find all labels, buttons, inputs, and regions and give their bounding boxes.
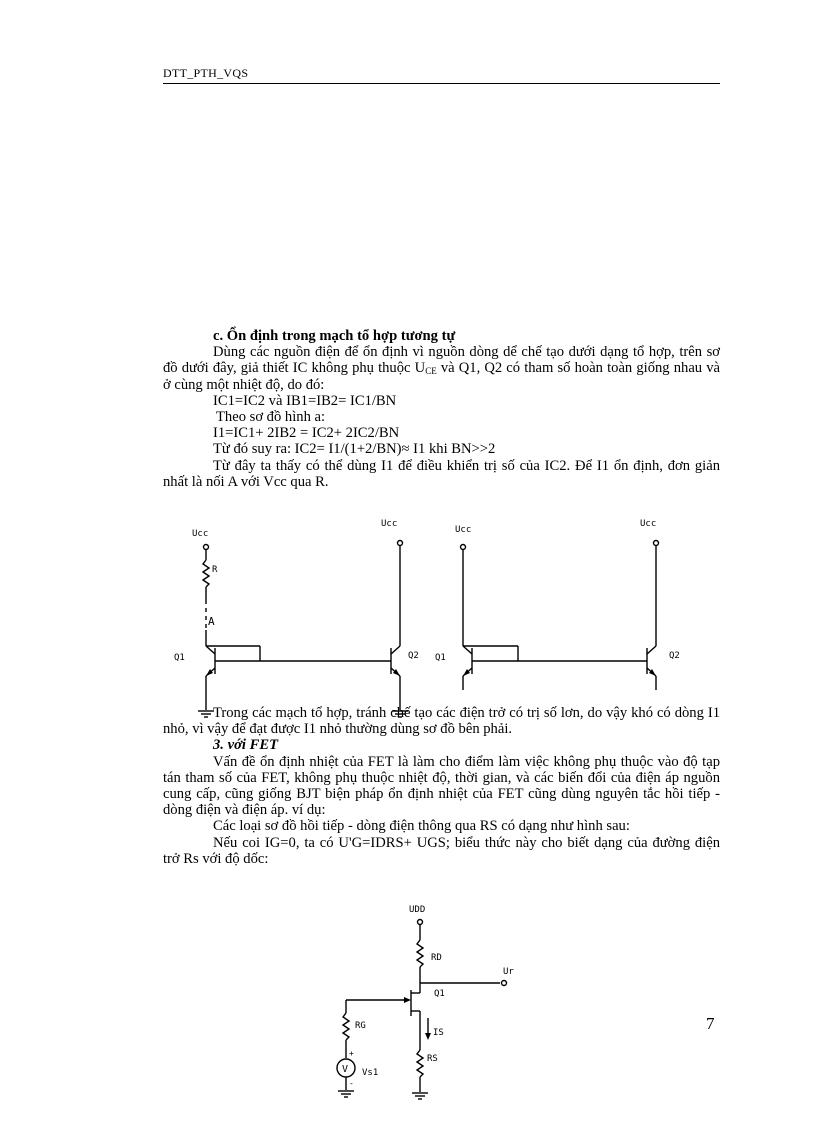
left-q2-vcc-label: Ucc xyxy=(381,519,398,529)
left-q1-label: Q1 xyxy=(174,653,185,663)
section-3-paragraph-3: Nếu coi IG=0, ta có U'G=IDRS+ UGS; biểu thức này cho biết dạng của đường điện trở Rs với độ dốc: xyxy=(163,834,720,867)
equation-3: Từ đó suy ra: IC2= I1/(1+2/BN)≈ I1 khi BN>>2 xyxy=(213,441,496,458)
section-3-paragraph-2: Các loại sơ đồ hồi tiếp - dòng điện thông qua RS có dạng như hình sau: xyxy=(213,818,630,835)
resistor-r-label: R xyxy=(212,565,218,575)
vs1-label: Vs1 xyxy=(362,1068,379,1078)
section-c-title: c. Ổn định trong mạch tổ hợp tương tự xyxy=(213,328,456,344)
equation-2: I1=IC1+ 2IB2 = IC2+ 2IC2/BN xyxy=(213,425,400,442)
section-c-paragraph-3: Trong các mạch tổ hợp, tránh chế tạo các điện trở có trị số lơn, do vậy khó có dòng I1 nhỏ, vì vậy để đạt được I1 nhỏ thường dùng sơ đồ bên phải. xyxy=(163,705,720,738)
ur-label: Ur xyxy=(503,967,514,977)
is-label: IS xyxy=(433,1028,444,1038)
rd-label: RD xyxy=(431,953,442,963)
figure-a-note: Theo sơ đồ hình a: xyxy=(216,409,326,426)
section-c-paragraph-1: Dùng các nguồn điện để ổn định vì nguồn dòng dể chế tạo dưới dạng tổ hợp, trên sơ đồ dưới đây, giả thiết IC không phụ thuộc $U_{CE}$ và Q1, Q2 có tham số hoàn toàn giống nhau và ở cùng một nhiệt độ, do đó: xyxy=(163,344,720,393)
udd-label: UDD xyxy=(409,905,426,915)
rs-label: RS xyxy=(427,1054,438,1064)
node-a-label: A xyxy=(208,615,215,628)
minus-sign: - xyxy=(349,1079,354,1088)
right-q2-vcc-label: Ucc xyxy=(640,519,657,529)
equation-1: IC1=IC2 và IB1=IB2= IC1/BN xyxy=(213,392,397,409)
left-q2-label: Q2 xyxy=(408,651,419,661)
section-3-title: 3. với FET xyxy=(213,737,278,754)
section-3-paragraph-1: Vấn đề ổn định nhiệt của FET là làm cho điểm làm việc không phụ thuộc vào độ tạp tán tham số của FET, không phụ thuộc nhiệt độ, thời gian, và các biến đổi của điện áp nguồn cung cấp, cũng giống BJT biện pháp ổn định nhiệt của FET cũng dùng nguyên tắc hồi tiếp - dòng điện và điện áp. ví dụ: xyxy=(163,753,720,819)
voltage-source-icon: V xyxy=(342,1064,349,1075)
right-vcc-label: Ucc xyxy=(455,525,472,535)
q1-fet-label: Q1 xyxy=(434,989,445,999)
page-header: DTT_PTH_VQS xyxy=(163,66,249,80)
section-c-paragraph-2: Từ đây ta thấy có thể dùng I1 để điều khiển trị số của IC2. Để I1 ổn định, đơn giản nhất là nối A với Vcc qua R. xyxy=(163,457,720,490)
header-rule xyxy=(163,83,720,84)
section-c xyxy=(163,328,720,490)
fet-bias-circuit xyxy=(320,900,540,1120)
left-vcc-label: Ucc xyxy=(192,529,209,539)
rg-label: RG xyxy=(355,1021,366,1031)
current-mirror-circuits xyxy=(160,512,720,727)
section-3 xyxy=(163,705,720,867)
right-q2-label: Q2 xyxy=(669,651,680,661)
page-number: 7 xyxy=(706,1014,715,1033)
plus-sign: + xyxy=(349,1049,354,1058)
right-q1-label: Q1 xyxy=(435,653,446,663)
